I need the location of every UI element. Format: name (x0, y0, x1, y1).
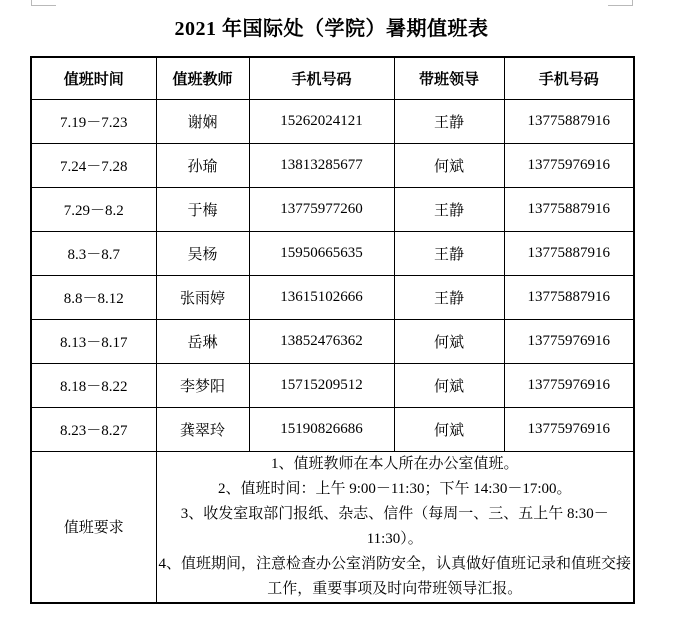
cell-teacher: 谢娴 (156, 99, 249, 143)
requirement-line: 1、值班教师在本人所在办公室值班。 (270, 455, 519, 472)
cell-phone: 13852476362 (249, 319, 394, 363)
table-row (31, 363, 634, 407)
cell-leader: 何斌 (394, 407, 504, 451)
cell-leader-phone: 13775887916 (504, 187, 634, 231)
requirement-line: 3、收发室取部门报纸、杂志、信件（每周一、三、五上午 8:30－11:30）。 (180, 505, 609, 547)
cell-leader: 王静 (394, 275, 504, 319)
requirement-line: 2、值班时间：上午 9:00－11:30；下午 14:30－17:00。 (217, 480, 572, 497)
cell-leader-phone: 13775976916 (504, 319, 634, 363)
cell-leader-phone: 13775887916 (504, 231, 634, 275)
table-row (31, 319, 634, 363)
cell-leader: 何斌 (394, 363, 504, 407)
cell-leader-phone: 13775887916 (504, 99, 634, 143)
cell-leader-phone: 13775976916 (504, 407, 634, 451)
header-phone: 手机号码 (249, 57, 394, 99)
cell-teacher: 孙瑜 (156, 143, 249, 187)
duty-schedule-table (30, 56, 635, 604)
requirements-content (156, 451, 634, 603)
table-row (31, 187, 634, 231)
cell-leader: 何斌 (394, 319, 504, 363)
header-leader-phone: 手机号码 (504, 57, 634, 99)
cell-phone: 15190826686 (249, 407, 394, 451)
cell-leader-phone: 13775976916 (504, 363, 634, 407)
header-leader: 带班领导 (394, 57, 504, 99)
header-row (31, 57, 634, 99)
cell-duty-time: 7.24－7.28 (31, 143, 156, 187)
header-duty-teacher: 值班教师 (156, 57, 249, 99)
page-title: 2021 年国际处（学院）暑期值班表 (174, 18, 489, 40)
table-row (31, 231, 634, 275)
cell-phone: 15715209512 (249, 363, 394, 407)
cell-leader-phone: 13775887916 (504, 275, 634, 319)
cell-phone: 15262024121 (249, 99, 394, 143)
requirements-label: 值班要求 (31, 451, 156, 603)
header-duty-time: 值班时间 (31, 57, 156, 99)
cell-duty-time: 8.13－8.17 (31, 319, 156, 363)
cell-phone: 15950665635 (249, 231, 394, 275)
page-boundary-mark-left (31, 0, 56, 6)
cell-phone: 13615102666 (249, 275, 394, 319)
table-row (31, 407, 634, 451)
cell-teacher: 吴杨 (156, 231, 249, 275)
cell-phone: 13813285677 (249, 143, 394, 187)
cell-duty-time: 8.8－8.12 (31, 275, 156, 319)
cell-leader-phone: 13775976916 (504, 143, 634, 187)
cell-duty-time: 7.29－8.2 (31, 187, 156, 231)
cell-phone: 13775977260 (249, 187, 394, 231)
cell-teacher: 龚翠玲 (156, 407, 249, 451)
page-boundary-mark-right (608, 0, 633, 6)
table-row (31, 143, 634, 187)
requirements-row (31, 451, 634, 603)
cell-leader: 王静 (394, 187, 504, 231)
cell-duty-time: 8.3－8.7 (31, 231, 156, 275)
cell-leader: 何斌 (394, 143, 504, 187)
cell-duty-time: 8.23－8.27 (31, 407, 156, 451)
requirement-line: 4、值班期间，注意检查办公室消防安全，认真做好值班记录和值班交接工作，重要事项及时向带班领导汇报。 (158, 555, 631, 597)
cell-teacher: 于梅 (156, 187, 249, 231)
table-row (31, 275, 634, 319)
cell-leader: 王静 (394, 99, 504, 143)
cell-duty-time: 7.19－7.23 (31, 99, 156, 143)
table-row (31, 99, 634, 143)
cell-duty-time: 8.18－8.22 (31, 363, 156, 407)
cell-teacher: 李梦阳 (156, 363, 249, 407)
cell-leader: 王静 (394, 231, 504, 275)
cell-teacher: 张雨婷 (156, 275, 249, 319)
cell-teacher: 岳琳 (156, 319, 249, 363)
